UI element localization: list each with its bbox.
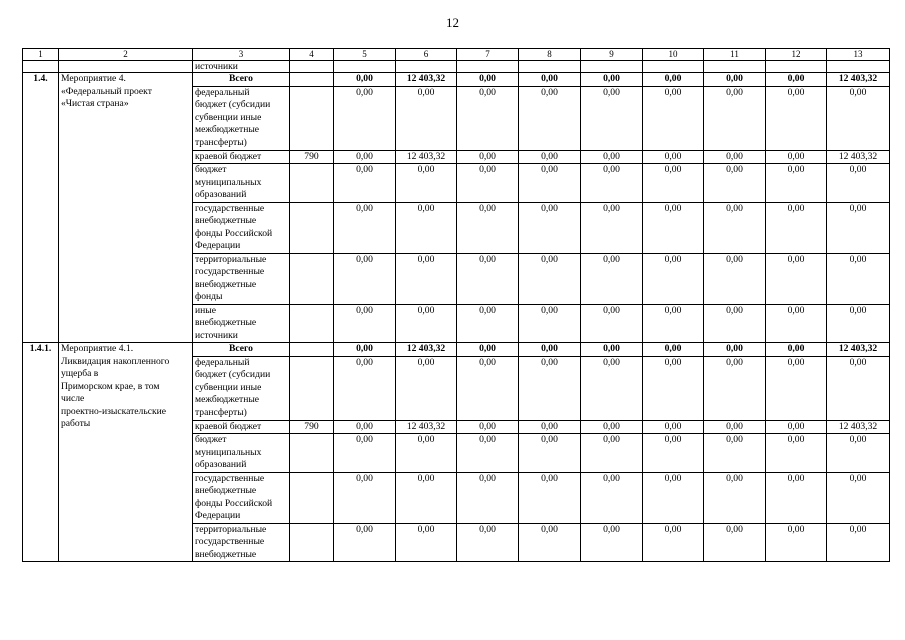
- source-cell: иные внебюджетные источники: [193, 304, 290, 343]
- empty-cell: [23, 61, 59, 73]
- value-cell: 0,00: [457, 472, 519, 523]
- column-header: 4: [290, 49, 334, 61]
- source-cell: краевой бюджет: [193, 420, 290, 434]
- code-cell: 790: [290, 150, 334, 164]
- value-cell: 0,00: [519, 356, 581, 420]
- value-cell: 0,00: [334, 86, 396, 150]
- code-cell: [290, 472, 334, 523]
- value-cell: 0,00: [334, 420, 396, 434]
- value-cell: 0,00: [519, 434, 581, 473]
- source-cell: краевой бюджет: [193, 150, 290, 164]
- value-cell: 0,00: [581, 434, 643, 473]
- value-cell: 0,00: [766, 472, 827, 523]
- value-cell: 0,00: [581, 420, 643, 434]
- value-cell: 0,00: [643, 86, 704, 150]
- value-cell: 0,00: [581, 164, 643, 203]
- value-cell: 0,00: [457, 523, 519, 562]
- value-cell: 0,00: [519, 202, 581, 253]
- source-cell: Всего: [193, 343, 290, 357]
- value-cell: 0,00: [766, 73, 827, 87]
- column-header: 7: [457, 49, 519, 61]
- page-number: 12: [446, 15, 459, 30]
- value-cell: 0,00: [827, 202, 890, 253]
- value-cell: 0,00: [334, 304, 396, 343]
- column-header: 2: [59, 49, 193, 61]
- code-cell: [290, 343, 334, 357]
- value-cell: 0,00: [643, 202, 704, 253]
- total-row: [23, 343, 890, 357]
- column-header: 1: [23, 49, 59, 61]
- value-cell: 0,00: [704, 202, 766, 253]
- value-cell: 0,00: [519, 420, 581, 434]
- value-cell: 0,00: [396, 253, 457, 304]
- value-cell: 0,00: [519, 343, 581, 357]
- value-cell: 0,00: [643, 420, 704, 434]
- empty-cell: [519, 61, 581, 73]
- column-header: 8: [519, 49, 581, 61]
- value-cell: 0,00: [766, 304, 827, 343]
- value-cell: 0,00: [643, 164, 704, 203]
- column-header: 6: [396, 49, 457, 61]
- value-cell: 0,00: [827, 523, 890, 562]
- value-cell: 0,00: [766, 420, 827, 434]
- value-cell: 0,00: [334, 343, 396, 357]
- empty-cell: [766, 61, 827, 73]
- empty-cell: [643, 61, 704, 73]
- value-cell: 0,00: [334, 472, 396, 523]
- empty-cell: [827, 61, 890, 73]
- value-cell: 0,00: [766, 356, 827, 420]
- value-cell: 0,00: [766, 86, 827, 150]
- value-cell: 0,00: [704, 434, 766, 473]
- code-cell: [290, 253, 334, 304]
- value-cell: 0,00: [581, 73, 643, 87]
- value-cell: 0,00: [704, 343, 766, 357]
- value-cell: 0,00: [704, 253, 766, 304]
- value-cell: 0,00: [581, 150, 643, 164]
- column-header: 3: [193, 49, 290, 61]
- section-title: Мероприятие 4. «Федеральный проект «Чистая страна»: [59, 73, 193, 343]
- value-cell: 0,00: [766, 523, 827, 562]
- code-cell: [290, 73, 334, 87]
- value-cell: 12 403,32: [827, 420, 890, 434]
- section-code: 1.4.1.: [23, 343, 59, 562]
- value-cell: 12 403,32: [396, 150, 457, 164]
- empty-cell: [581, 61, 643, 73]
- value-cell: 0,00: [766, 343, 827, 357]
- value-cell: 0,00: [643, 304, 704, 343]
- value-cell: 0,00: [334, 356, 396, 420]
- value-cell: 0,00: [396, 472, 457, 523]
- value-cell: 0,00: [766, 164, 827, 203]
- value-cell: 12 403,32: [396, 420, 457, 434]
- source-cell: территориальные государственные внебюджетные фонды: [193, 253, 290, 304]
- value-cell: 0,00: [581, 356, 643, 420]
- carry-over-row: [23, 61, 890, 73]
- value-cell: 0,00: [519, 73, 581, 87]
- section-code: 1.4.: [23, 73, 59, 343]
- value-cell: 0,00: [519, 164, 581, 203]
- value-cell: 0,00: [704, 356, 766, 420]
- value-cell: 0,00: [766, 253, 827, 304]
- value-cell: 0,00: [643, 472, 704, 523]
- empty-cell: [334, 61, 396, 73]
- value-cell: 0,00: [766, 202, 827, 253]
- value-cell: 0,00: [457, 304, 519, 343]
- source-cell: Всего: [193, 73, 290, 87]
- value-cell: 0,00: [519, 304, 581, 343]
- value-cell: 0,00: [704, 164, 766, 203]
- total-row: [23, 73, 890, 87]
- value-cell: 0,00: [704, 420, 766, 434]
- value-cell: 0,00: [581, 472, 643, 523]
- value-cell: 0,00: [827, 356, 890, 420]
- code-cell: [290, 304, 334, 343]
- value-cell: 0,00: [396, 356, 457, 420]
- empty-cell: [704, 61, 766, 73]
- section-title: Мероприятие 4.1. Ликвидация накопленного ущерба в Приморском крае, в том числе проектно-изыскательские работы: [59, 343, 193, 562]
- source-cell: территориальные государственные внебюджетные: [193, 523, 290, 562]
- value-cell: 0,00: [827, 304, 890, 343]
- code-cell: [290, 434, 334, 473]
- source-cell: федеральный бюджет (субсидии субвенции иные межбюджетные трансферты): [193, 86, 290, 150]
- source-cell: бюджет муниципальных образований: [193, 434, 290, 473]
- source-cell: государственные внебюджетные фонды Российской Федерации: [193, 472, 290, 523]
- value-cell: 12 403,32: [827, 73, 890, 87]
- value-cell: 0,00: [827, 164, 890, 203]
- source-cell: источники: [193, 61, 290, 73]
- value-cell: 0,00: [396, 164, 457, 203]
- value-cell: 0,00: [396, 523, 457, 562]
- value-cell: 0,00: [334, 523, 396, 562]
- value-cell: 0,00: [334, 253, 396, 304]
- empty-cell: [59, 61, 193, 73]
- value-cell: 0,00: [396, 86, 457, 150]
- value-cell: 12 403,32: [396, 73, 457, 87]
- column-header: 9: [581, 49, 643, 61]
- value-cell: 0,00: [704, 150, 766, 164]
- column-header: 13: [827, 49, 890, 61]
- value-cell: 0,00: [643, 73, 704, 87]
- budget-table: [22, 48, 890, 562]
- code-cell: [290, 523, 334, 562]
- value-cell: 0,00: [704, 523, 766, 562]
- value-cell: 0,00: [334, 202, 396, 253]
- code-cell: 790: [290, 420, 334, 434]
- column-header: 12: [766, 49, 827, 61]
- header-row: [23, 49, 890, 61]
- value-cell: 0,00: [396, 202, 457, 253]
- value-cell: 0,00: [457, 86, 519, 150]
- value-cell: 0,00: [827, 434, 890, 473]
- source-cell: бюджет муниципальных образований: [193, 164, 290, 203]
- empty-cell: [290, 61, 334, 73]
- code-cell: [290, 356, 334, 420]
- value-cell: 0,00: [643, 434, 704, 473]
- value-cell: 0,00: [827, 253, 890, 304]
- value-cell: 0,00: [396, 304, 457, 343]
- value-cell: 0,00: [334, 434, 396, 473]
- value-cell: 0,00: [519, 523, 581, 562]
- value-cell: 0,00: [827, 472, 890, 523]
- value-cell: 0,00: [457, 356, 519, 420]
- value-cell: 0,00: [581, 523, 643, 562]
- value-cell: 0,00: [704, 86, 766, 150]
- value-cell: 0,00: [457, 253, 519, 304]
- value-cell: 0,00: [334, 73, 396, 87]
- value-cell: 0,00: [704, 73, 766, 87]
- value-cell: 12 403,32: [827, 343, 890, 357]
- value-cell: 0,00: [704, 472, 766, 523]
- source-cell: государственные внебюджетные фонды Российской Федерации: [193, 202, 290, 253]
- value-cell: 0,00: [457, 150, 519, 164]
- value-cell: 0,00: [704, 304, 766, 343]
- value-cell: 0,00: [581, 253, 643, 304]
- code-cell: [290, 86, 334, 150]
- value-cell: 0,00: [457, 343, 519, 357]
- value-cell: 0,00: [457, 73, 519, 87]
- value-cell: 12 403,32: [396, 343, 457, 357]
- value-cell: 0,00: [396, 434, 457, 473]
- column-header: 11: [704, 49, 766, 61]
- value-cell: 0,00: [457, 434, 519, 473]
- code-cell: [290, 164, 334, 203]
- value-cell: 0,00: [643, 523, 704, 562]
- value-cell: 0,00: [766, 150, 827, 164]
- value-cell: 0,00: [334, 150, 396, 164]
- value-cell: 0,00: [643, 150, 704, 164]
- column-header: 10: [643, 49, 704, 61]
- value-cell: 0,00: [766, 434, 827, 473]
- value-cell: 0,00: [519, 472, 581, 523]
- value-cell: 0,00: [581, 202, 643, 253]
- value-cell: 0,00: [519, 253, 581, 304]
- value-cell: 0,00: [643, 253, 704, 304]
- code-cell: [290, 202, 334, 253]
- value-cell: 0,00: [334, 164, 396, 203]
- value-cell: 0,00: [643, 356, 704, 420]
- column-header: 5: [334, 49, 396, 61]
- value-cell: 0,00: [457, 164, 519, 203]
- value-cell: 0,00: [581, 304, 643, 343]
- value-cell: 0,00: [457, 202, 519, 253]
- value-cell: 0,00: [519, 86, 581, 150]
- source-cell: федеральный бюджет (субсидии субвенции иные межбюджетные трансферты): [193, 356, 290, 420]
- value-cell: 0,00: [827, 86, 890, 150]
- empty-cell: [396, 61, 457, 73]
- value-cell: 12 403,32: [827, 150, 890, 164]
- value-cell: 0,00: [457, 420, 519, 434]
- empty-cell: [457, 61, 519, 73]
- value-cell: 0,00: [643, 343, 704, 357]
- value-cell: 0,00: [519, 150, 581, 164]
- value-cell: 0,00: [581, 343, 643, 357]
- value-cell: 0,00: [581, 86, 643, 150]
